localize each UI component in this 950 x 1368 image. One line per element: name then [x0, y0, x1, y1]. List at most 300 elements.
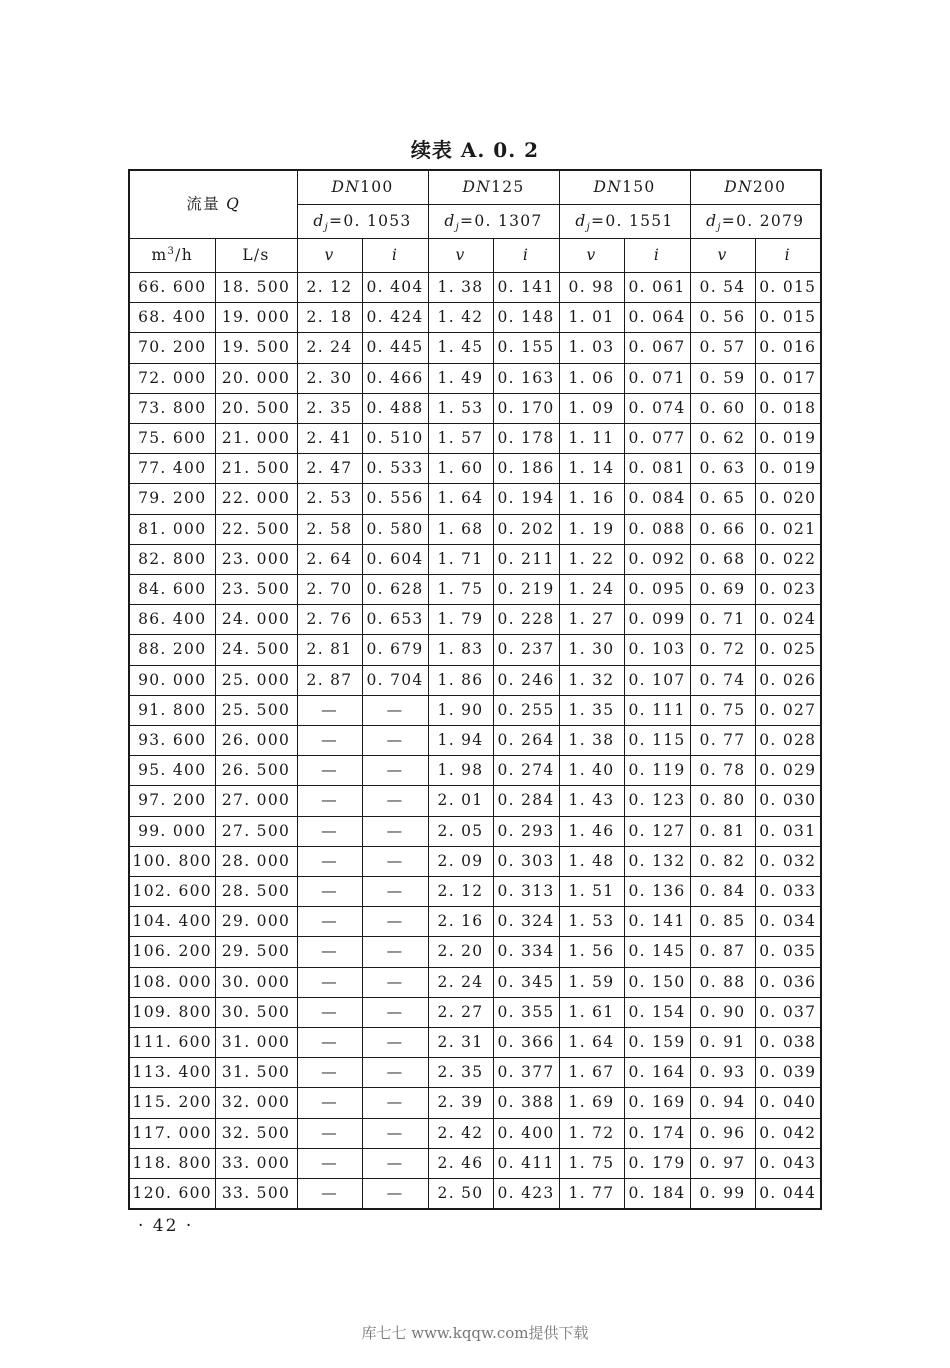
- table-cell: —: [362, 726, 428, 756]
- table-cell: 0. 57: [690, 333, 755, 363]
- table-cell: 0. 071: [624, 363, 690, 393]
- table-cell: 2. 35: [428, 1058, 493, 1088]
- table-cell: 0. 324: [493, 907, 559, 937]
- table-cell: 0. 533: [362, 454, 428, 484]
- table-cell: 24. 000: [215, 605, 297, 635]
- table-cell: 0. 202: [493, 514, 559, 544]
- watermark: 库七七 www.kqqw.com提供下载: [361, 1324, 589, 1342]
- table-cell: 0. 042: [755, 1118, 821, 1148]
- table-cell: 1. 14: [559, 454, 624, 484]
- i-label: i: [755, 239, 821, 273]
- table-cell: 31. 000: [215, 1028, 297, 1058]
- table-cell: 0. 164: [624, 1058, 690, 1088]
- table-cell: 1. 35: [559, 695, 624, 725]
- table-cell: 31. 500: [215, 1058, 297, 1088]
- table-cell: 0. 074: [624, 393, 690, 423]
- dj-value: =0. 1053: [329, 212, 412, 230]
- table-cell: 0. 119: [624, 756, 690, 786]
- table-cell: 30. 000: [215, 967, 297, 997]
- table-cell: 1. 43: [559, 786, 624, 816]
- table-cell: 0. 081: [624, 454, 690, 484]
- table-cell: 0. 148: [493, 303, 559, 333]
- table-cell: 2. 41: [297, 424, 362, 454]
- table-cell: 0. 141: [493, 273, 559, 303]
- table-cell: 0. 064: [624, 303, 690, 333]
- table-cell: 0. 237: [493, 635, 559, 665]
- table-cell: 109. 800: [129, 997, 215, 1027]
- table-cell: 0. 580: [362, 514, 428, 544]
- table-cell: 0. 54: [690, 273, 755, 303]
- table-cell: 1. 49: [428, 363, 493, 393]
- table-cell: 79. 200: [129, 484, 215, 514]
- table-cell: 2. 24: [428, 967, 493, 997]
- table-cell: 0. 030: [755, 786, 821, 816]
- table-cell: 0. 82: [690, 846, 755, 876]
- table-cell: 0. 313: [493, 877, 559, 907]
- table-cell: 0. 107: [624, 665, 690, 695]
- table-cell: 2. 30: [297, 363, 362, 393]
- table-cell: 0. 020: [755, 484, 821, 514]
- table-cell: 0. 377: [493, 1058, 559, 1088]
- table-cell: 26. 000: [215, 726, 297, 756]
- table-cell: 1. 38: [428, 273, 493, 303]
- table-row: [129, 1088, 821, 1118]
- table-cell: 0. 71: [690, 605, 755, 635]
- table-cell: —: [362, 937, 428, 967]
- table-cell: 2. 53: [297, 484, 362, 514]
- table-row: [129, 997, 821, 1027]
- table-row: [129, 273, 821, 303]
- table-cell: 2. 31: [428, 1028, 493, 1058]
- table-cell: 0. 035: [755, 937, 821, 967]
- i-label: i: [362, 239, 428, 273]
- table-cell: 1. 03: [559, 333, 624, 363]
- table-cell: 1. 75: [428, 575, 493, 605]
- table-cell: —: [362, 786, 428, 816]
- table-cell: 29. 000: [215, 907, 297, 937]
- table-cell: 1. 86: [428, 665, 493, 695]
- table-cell: 32. 000: [215, 1088, 297, 1118]
- table-cell: 91. 800: [129, 695, 215, 725]
- table-cell: 0. 077: [624, 424, 690, 454]
- v-label: v: [559, 239, 624, 273]
- table-cell: 0. 63: [690, 454, 755, 484]
- table-cell: 19. 500: [215, 333, 297, 363]
- table-cell: —: [297, 937, 362, 967]
- table-cell: —: [362, 846, 428, 876]
- table-cell: 33. 500: [215, 1179, 297, 1210]
- table-cell: 0. 556: [362, 484, 428, 514]
- table-cell: 24. 500: [215, 635, 297, 665]
- table-cell: 86. 400: [129, 605, 215, 635]
- table-cell: 21. 500: [215, 454, 297, 484]
- table-cell: 0. 018: [755, 393, 821, 423]
- table-cell: —: [362, 1118, 428, 1148]
- table-cell: 1. 77: [559, 1179, 624, 1210]
- table-cell: 0. 136: [624, 877, 690, 907]
- table-cell: 0. 628: [362, 575, 428, 605]
- table-cell: 2. 76: [297, 605, 362, 635]
- table-cell: 0. 092: [624, 544, 690, 574]
- table-cell: 0. 94: [690, 1088, 755, 1118]
- unit-m3h: [129, 239, 215, 273]
- table-row: [129, 937, 821, 967]
- dn-label: DN: [724, 178, 753, 196]
- table-cell: 0. 400: [493, 1118, 559, 1148]
- table-cell: 1. 60: [428, 454, 493, 484]
- table-cell: 20. 500: [215, 393, 297, 423]
- table-cell: —: [297, 1088, 362, 1118]
- table-cell: 0. 024: [755, 605, 821, 635]
- flow-header: [129, 170, 297, 239]
- table-cell: 0. 033: [755, 877, 821, 907]
- table-cell: 0. 025: [755, 635, 821, 665]
- table-cell: 0. 029: [755, 756, 821, 786]
- table-cell: 0. 028: [755, 726, 821, 756]
- table-cell: 0. 90: [690, 997, 755, 1027]
- table-cell: 25. 500: [215, 695, 297, 725]
- table-row: [129, 1148, 821, 1178]
- table-cell: 113. 400: [129, 1058, 215, 1088]
- table-cell: 1. 38: [559, 726, 624, 756]
- table-row: [129, 333, 821, 363]
- table-row: [129, 1028, 821, 1058]
- dj-subscript: j: [586, 222, 592, 234]
- table-cell: 2. 01: [428, 786, 493, 816]
- table-row: [129, 726, 821, 756]
- table-cell: 0. 74: [690, 665, 755, 695]
- table-cell: 1. 56: [559, 937, 624, 967]
- table-cell: 117. 000: [129, 1118, 215, 1148]
- table-cell: 0. 194: [493, 484, 559, 514]
- table-cell: 0. 127: [624, 816, 690, 846]
- dn200-header: [690, 170, 821, 205]
- table-cell: 1. 06: [559, 363, 624, 393]
- table-cell: 0. 510: [362, 424, 428, 454]
- v-label: v: [690, 239, 755, 273]
- table-cell: 0. 021: [755, 514, 821, 544]
- table-row: [129, 514, 821, 544]
- table-cell: 2. 87: [297, 665, 362, 695]
- table-row: [129, 484, 821, 514]
- table-cell: 82. 800: [129, 544, 215, 574]
- dn-label: DN: [593, 178, 623, 196]
- table-row: [129, 695, 821, 725]
- table-cell: —: [362, 695, 428, 725]
- table-cell: 1. 59: [559, 967, 624, 997]
- table-cell: 0. 60: [690, 393, 755, 423]
- dj-dn200: [690, 205, 821, 239]
- table-cell: 1. 90: [428, 695, 493, 725]
- table-row: [129, 877, 821, 907]
- table-cell: 0. 334: [493, 937, 559, 967]
- table-cell: 100. 800: [129, 846, 215, 876]
- table-cell: 1. 40: [559, 756, 624, 786]
- table-cell: 29. 500: [215, 937, 297, 967]
- table-cell: 81. 000: [129, 514, 215, 544]
- table-cell: 0. 93: [690, 1058, 755, 1088]
- table-cell: 0. 170: [493, 393, 559, 423]
- table-cell: 0. 99: [690, 1179, 755, 1210]
- table-cell: —: [297, 786, 362, 816]
- table-cell: 1. 71: [428, 544, 493, 574]
- table-cell: —: [297, 1148, 362, 1178]
- table-cell: 1. 32: [559, 665, 624, 695]
- table-cell: 1. 64: [428, 484, 493, 514]
- table-cell: 0. 466: [362, 363, 428, 393]
- table-cell: 2. 16: [428, 907, 493, 937]
- table-cell: 0. 411: [493, 1148, 559, 1178]
- dn-size: 125: [491, 178, 525, 196]
- table-cell: 0. 303: [493, 846, 559, 876]
- table-cell: 0. 178: [493, 424, 559, 454]
- dn125-header: [428, 170, 559, 205]
- table-cell: 30. 500: [215, 997, 297, 1027]
- table-cell: 1. 83: [428, 635, 493, 665]
- table-cell: 28. 000: [215, 846, 297, 876]
- table-cell: 0. 679: [362, 635, 428, 665]
- table-cell: 0. 184: [624, 1179, 690, 1210]
- table-cell: 0. 77: [690, 726, 755, 756]
- dn100-header: [297, 170, 428, 205]
- table-cell: 88. 200: [129, 635, 215, 665]
- table-cell: —: [362, 756, 428, 786]
- table-cell: 1. 79: [428, 605, 493, 635]
- i-label: i: [624, 239, 690, 273]
- table-cell: 22. 500: [215, 514, 297, 544]
- table-row: [129, 1179, 821, 1210]
- table-cell: 0. 66: [690, 514, 755, 544]
- table-cell: —: [362, 816, 428, 846]
- table-cell: 0. 255: [493, 695, 559, 725]
- table-cell: 0. 043: [755, 1148, 821, 1178]
- table-cell: 23. 000: [215, 544, 297, 574]
- table-cell: 2. 12: [297, 273, 362, 303]
- table-cell: 0. 039: [755, 1058, 821, 1088]
- table-cell: 0. 061: [624, 273, 690, 303]
- table-cell: 108. 000: [129, 967, 215, 997]
- dj-value: =0. 1307: [460, 212, 543, 230]
- table-cell: 0. 123: [624, 786, 690, 816]
- table-cell: 0. 095: [624, 575, 690, 605]
- dn-label: DN: [331, 178, 361, 196]
- table-cell: 19. 000: [215, 303, 297, 333]
- table-cell: 1. 75: [559, 1148, 624, 1178]
- table-cell: 1. 51: [559, 877, 624, 907]
- table-cell: 26. 500: [215, 756, 297, 786]
- table-cell: 0. 019: [755, 424, 821, 454]
- i-label: i: [493, 239, 559, 273]
- table-cell: 0. 038: [755, 1028, 821, 1058]
- dj-dn125: [428, 205, 559, 239]
- table-row: [129, 665, 821, 695]
- table-cell: 0. 80: [690, 786, 755, 816]
- table-row: [129, 756, 821, 786]
- table-cell: 1. 45: [428, 333, 493, 363]
- dj-value: =0. 2079: [721, 212, 805, 230]
- table-cell: 0. 111: [624, 695, 690, 725]
- table-cell: 0. 026: [755, 665, 821, 695]
- table-cell: 1. 94: [428, 726, 493, 756]
- header-row-diameter: [129, 170, 821, 205]
- table-cell: 0. 81: [690, 816, 755, 846]
- table-cell: 28. 500: [215, 877, 297, 907]
- flow-symbol: Q: [226, 195, 241, 213]
- page-number: · 42 ·: [138, 1216, 194, 1236]
- table-cell: 2. 50: [428, 1179, 493, 1210]
- table-cell: 1. 01: [559, 303, 624, 333]
- table-row: [129, 605, 821, 635]
- table-cell: 2. 35: [297, 393, 362, 423]
- table-cell: 1. 68: [428, 514, 493, 544]
- table-cell: —: [297, 695, 362, 725]
- dn150-header: [559, 170, 690, 205]
- dn-size: 150: [622, 178, 656, 196]
- table-cell: 0. 91: [690, 1028, 755, 1058]
- table-row: [129, 967, 821, 997]
- table-cell: 0. 72: [690, 635, 755, 665]
- table-cell: 1. 11: [559, 424, 624, 454]
- table-cell: 2. 09: [428, 846, 493, 876]
- table-cell: 0. 274: [493, 756, 559, 786]
- flow-label: 流量: [186, 195, 220, 213]
- table-cell: 0. 169: [624, 1088, 690, 1118]
- dj-symbol: d: [575, 212, 587, 230]
- table-cell: 0. 034: [755, 907, 821, 937]
- table-cell: 0. 355: [493, 997, 559, 1027]
- table-cell: 0. 015: [755, 303, 821, 333]
- table-cell: 0. 85: [690, 907, 755, 937]
- dn-size: 100: [360, 178, 394, 196]
- dn-size: 200: [752, 178, 787, 196]
- table-cell: 0. 150: [624, 967, 690, 997]
- table-cell: 2. 70: [297, 575, 362, 605]
- table-cell: 0. 69: [690, 575, 755, 605]
- table-cell: 0. 424: [362, 303, 428, 333]
- hydraulic-table: [128, 169, 822, 1210]
- table-cell: 1. 27: [559, 605, 624, 635]
- table-cell: 0. 264: [493, 726, 559, 756]
- table-row: [129, 454, 821, 484]
- table-cell: 2. 81: [297, 635, 362, 665]
- table-cell: —: [362, 907, 428, 937]
- table-cell: 68. 400: [129, 303, 215, 333]
- dj-dn150: [559, 205, 690, 239]
- table-cell: —: [297, 967, 362, 997]
- table-cell: 21. 000: [215, 424, 297, 454]
- table-cell: —: [297, 1028, 362, 1058]
- table-cell: 1. 22: [559, 544, 624, 574]
- table-cell: 106. 200: [129, 937, 215, 967]
- table-row: [129, 786, 821, 816]
- table-cell: 0. 145: [624, 937, 690, 967]
- table-cell: —: [362, 1058, 428, 1088]
- table-row: [129, 393, 821, 423]
- table-cell: 1. 09: [559, 393, 624, 423]
- table-row: [129, 635, 821, 665]
- table-cell: 0. 155: [493, 333, 559, 363]
- table-cell: 0. 174: [624, 1118, 690, 1148]
- table-cell: 0. 099: [624, 605, 690, 635]
- v-label: v: [428, 239, 493, 273]
- table-cell: 0. 015: [755, 273, 821, 303]
- table-cell: —: [297, 816, 362, 846]
- table-cell: 2. 05: [428, 816, 493, 846]
- table-cell: 1. 53: [428, 393, 493, 423]
- table-cell: 1. 67: [559, 1058, 624, 1088]
- table-cell: 0. 423: [493, 1179, 559, 1210]
- table-cell: —: [297, 756, 362, 786]
- table-cell: 0. 037: [755, 997, 821, 1027]
- table-cell: 1. 72: [559, 1118, 624, 1148]
- dj-subscript: j: [324, 222, 330, 234]
- table-row: [129, 424, 821, 454]
- table-cell: 0. 98: [559, 273, 624, 303]
- table-cell: 0. 040: [755, 1088, 821, 1118]
- table-cell: 1. 57: [428, 424, 493, 454]
- table-cell: 1. 53: [559, 907, 624, 937]
- table-cell: 20. 000: [215, 363, 297, 393]
- table-cell: 0. 163: [493, 363, 559, 393]
- table-cell: 18. 500: [215, 273, 297, 303]
- table-cell: 104. 400: [129, 907, 215, 937]
- table-row: [129, 1058, 821, 1088]
- table-cell: —: [362, 1088, 428, 1118]
- dj-symbol: d: [706, 212, 718, 230]
- table-cell: —: [297, 1179, 362, 1210]
- table-row: [129, 816, 821, 846]
- table-cell: 2. 58: [297, 514, 362, 544]
- unit-ls: L/s: [215, 239, 297, 273]
- table-cell: 0. 75: [690, 695, 755, 725]
- table-cell: 90. 000: [129, 665, 215, 695]
- table-cell: 0. 445: [362, 333, 428, 363]
- table-cell: 0. 65: [690, 484, 755, 514]
- table-cell: 0. 87: [690, 937, 755, 967]
- table-cell: 120. 600: [129, 1179, 215, 1210]
- table-cell: 0. 154: [624, 997, 690, 1027]
- table-cell: 1. 30: [559, 635, 624, 665]
- table-cell: 0. 78: [690, 756, 755, 786]
- table-cell: 1. 64: [559, 1028, 624, 1058]
- table-cell: 0. 293: [493, 816, 559, 846]
- table-cell: 0. 088: [624, 514, 690, 544]
- table-cell: —: [297, 1058, 362, 1088]
- table-cell: 0. 97: [690, 1148, 755, 1178]
- unit-m3h-sup: 3: [167, 245, 176, 257]
- table-cell: 0. 032: [755, 846, 821, 876]
- table-cell: 1. 46: [559, 816, 624, 846]
- table-cell: 27. 500: [215, 816, 297, 846]
- table-cell: 0. 132: [624, 846, 690, 876]
- table-cell: 0. 016: [755, 333, 821, 363]
- table-cell: 93. 600: [129, 726, 215, 756]
- table-cell: 77. 400: [129, 454, 215, 484]
- table-cell: 2. 18: [297, 303, 362, 333]
- table-cell: 0. 59: [690, 363, 755, 393]
- table-cell: 99. 000: [129, 816, 215, 846]
- table-cell: 118. 800: [129, 1148, 215, 1178]
- table-cell: 0. 62: [690, 424, 755, 454]
- table-cell: 72. 000: [129, 363, 215, 393]
- table-cell: 115. 200: [129, 1088, 215, 1118]
- table-cell: 0. 604: [362, 544, 428, 574]
- table-cell: 0. 404: [362, 273, 428, 303]
- table-cell: 0. 067: [624, 333, 690, 363]
- table-cell: 66. 600: [129, 273, 215, 303]
- table-cell: 1. 48: [559, 846, 624, 876]
- table-cell: 70. 200: [129, 333, 215, 363]
